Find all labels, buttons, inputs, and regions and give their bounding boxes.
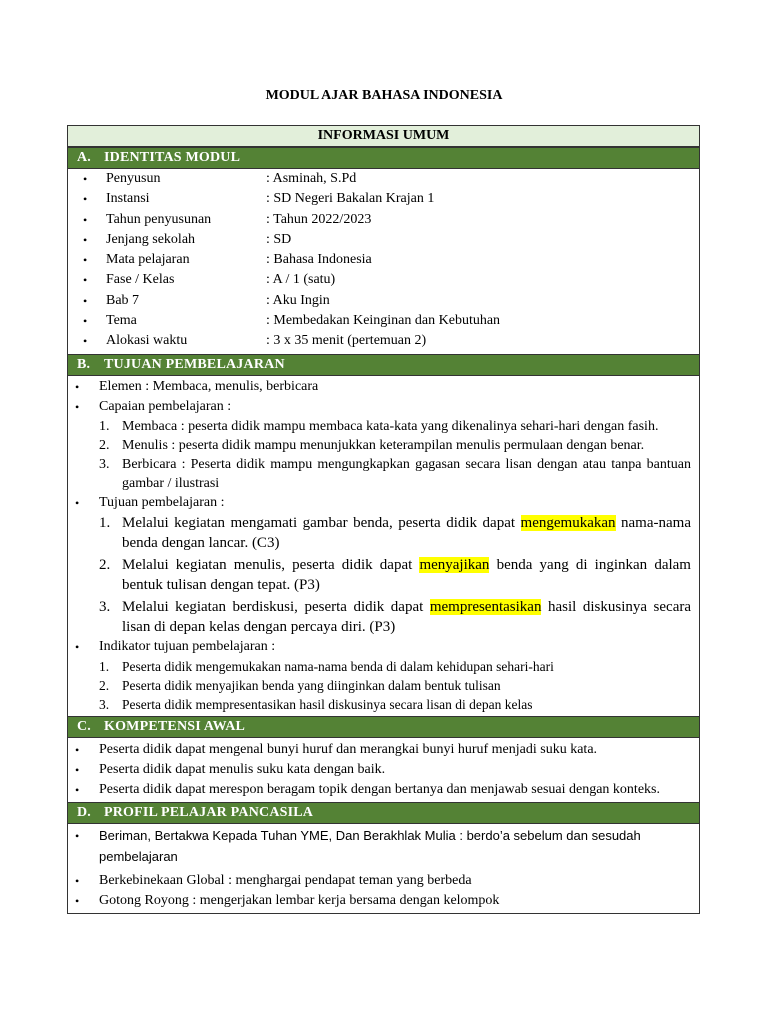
tujuan-text: Melalui kegiatan berdiskusi, peserta didik dapat <box>122 598 430 615</box>
list-number: 1. <box>99 418 110 434</box>
indikator-row <box>68 657 699 676</box>
profil-list <box>68 824 699 913</box>
capaian-text: Berbicara : Peserta didik mampu mengungkapkan gagasan secara lisan dengan atau tanpa bantuan gambar / ilustrasi <box>122 456 691 491</box>
bullet-icon: • <box>75 893 80 908</box>
capaian-row <box>68 417 699 436</box>
identitas-row <box>68 270 699 290</box>
identitas-value: : A / 1 (satu) <box>266 272 336 288</box>
bullet-icon: • <box>83 273 88 288</box>
capaian-row <box>68 436 699 455</box>
bullet-icon: • <box>75 782 80 797</box>
profil-item <box>68 891 699 911</box>
section-label: IDENTITAS MODUL <box>104 150 241 165</box>
capaian-row <box>68 455 699 493</box>
profil-item <box>68 826 699 868</box>
identitas-value: : Membedakan Keinginan dan Kebutuhan <box>266 313 501 329</box>
profil-text: Berkebinekaan Global : menghargai pendapat teman yang berbeda <box>99 872 472 888</box>
bullet-icon: • <box>75 742 80 757</box>
kompetensi-text: Peserta didik dapat merespon beragam topik dengan bertanya dan menjawab sesuai dengan konteks. <box>99 781 660 797</box>
identitas-row <box>68 189 699 209</box>
identitas-row <box>68 210 699 230</box>
identitas-value: : SD <box>266 231 292 247</box>
section-number: C. <box>77 718 92 734</box>
tujuan-text: hasil diskusinya secara lisan di depan kelas dengan percaya diri. (P3) <box>122 598 692 635</box>
identitas-row <box>68 230 699 250</box>
list-number: 2. <box>99 677 110 693</box>
highlighted-word: mempresentasikan <box>429 598 542 615</box>
profil-text: Gotong Royong : mengerjakan lembar kerja bersama dengan kelompok <box>99 892 500 908</box>
identitas-key: Alokasi waktu <box>106 333 188 349</box>
indikator-text: Peserta didik menyajikan benda yang diinginkan dalam bentuk tulisan <box>122 677 501 693</box>
identitas-row <box>68 169 699 189</box>
list-number: 3. <box>99 598 111 615</box>
highlighted-word: menyajikan <box>419 556 490 573</box>
capaian-text: Membaca : peserta didik mampu membaca kata-kata yang dikenalinya sehari-hari dengan fasih. <box>122 418 659 434</box>
identitas-key: Bab 7 <box>106 292 140 308</box>
identitas-key: Jenjang sekolah <box>106 231 196 247</box>
bullet-icon: • <box>75 379 80 394</box>
highlighted-word: mengemukakan <box>520 514 616 531</box>
elemen-text: Elemen : Membaca, menulis, berbicara <box>99 378 319 394</box>
identitas-key: Mata pelajaran <box>106 252 190 268</box>
identitas-row <box>68 250 699 270</box>
list-number: 2. <box>99 437 110 453</box>
identitas-key: Tema <box>106 313 137 329</box>
identitas-key: Instansi <box>106 191 150 207</box>
indikator-row <box>68 676 699 695</box>
bullet-icon: • <box>83 334 88 349</box>
identitas-row <box>68 311 699 331</box>
section-number: A. <box>77 150 92 165</box>
identitas-row <box>68 331 699 351</box>
bullet-icon: • <box>75 762 80 777</box>
tujuan-body <box>68 376 699 716</box>
indikator-item <box>68 637 699 657</box>
identitas-key: Tahun penyusunan <box>106 211 212 227</box>
identitas-value: : 3 x 35 menit (pertemuan 2) <box>266 333 427 349</box>
bullet-icon: • <box>83 293 88 308</box>
bullet-icon: • <box>75 639 80 654</box>
bullet-icon: • <box>75 399 80 414</box>
section-d-header <box>68 802 699 824</box>
section-label: PROFIL PELAJAR PANCASILA <box>104 804 314 820</box>
tujuan-text: Melalui kegiatan menulis, peserta didik dapat <box>122 556 420 573</box>
tujuan-row <box>68 597 699 637</box>
section-b-header <box>68 354 699 376</box>
indikator-text: Peserta didik mempresentasikan hasil diskusinya secara lisan di depan kelas <box>122 696 533 712</box>
kompetensi-text: Peserta didik dapat mengenal bunyi huruf dan merangkai bunyi huruf menjadi suku kata. <box>99 741 598 757</box>
section-a-header <box>68 147 699 169</box>
list-number: 1. <box>99 658 110 674</box>
list-number: 3. <box>99 456 110 472</box>
identitas-value: : Tahun 2022/2023 <box>266 211 372 227</box>
bullet-icon: • <box>75 495 80 510</box>
profil-heading: Beriman, Bertakwa Kepada Tuhan YME, Dan Berakhlak Mulia <box>99 827 456 843</box>
bullet-icon: • <box>75 873 80 888</box>
kompetensi-item <box>68 780 699 800</box>
section-number: B. <box>77 356 91 372</box>
tujuan-text: benda yang di inginkan dalam bentuk tulisan dengan tepat. (P3) <box>122 556 691 593</box>
identitas-list <box>68 169 699 354</box>
identitas-value: : Bahasa Indonesia <box>266 252 372 268</box>
bullet-icon: • <box>83 314 88 329</box>
tujuan-text: Melalui kegiatan mengamati gambar benda, peserta didik dapat <box>122 514 521 531</box>
identitas-row <box>68 291 699 311</box>
list-number: 2. <box>99 556 111 573</box>
kompetensi-text: Peserta didik dapat menulis suku kata dengan baik. <box>99 761 386 777</box>
elemen-item <box>68 377 699 397</box>
module-table <box>67 125 700 914</box>
section-label: TUJUAN PEMBELAJARAN <box>104 356 285 372</box>
list-number: 3. <box>99 696 110 712</box>
tujuan-row <box>68 513 699 553</box>
tujuan-text: nama-nama benda dengan lancar. (C3) <box>122 514 691 551</box>
indikator-label: Indikator tujuan pembelajaran : <box>99 638 276 654</box>
kompetensi-list <box>68 738 699 802</box>
identitas-value: : Aku Ingin <box>266 292 330 308</box>
tujuan-item <box>68 493 699 513</box>
bullet-icon: • <box>83 253 88 268</box>
list-number: 1. <box>99 514 111 531</box>
info-umum-header: INFORMASI UMUM <box>68 126 699 147</box>
identitas-key: Fase / Kelas <box>106 272 175 288</box>
section-c-header <box>68 716 699 738</box>
indikator-text: Peserta didik mengemukakan nama-nama benda di dalam kehidupan sehari-hari <box>122 658 554 674</box>
profil-item <box>68 871 699 891</box>
identitas-key: Penyusun <box>106 171 161 186</box>
profil-text: : berdo’a sebelum dan sesudah pembelajaran <box>99 827 641 864</box>
bullet-icon: • <box>83 212 88 227</box>
capaian-label: Capaian pembelajaran : <box>99 398 232 414</box>
indikator-row <box>68 695 699 714</box>
section-number: D. <box>77 804 92 820</box>
bullet-icon: • <box>83 232 88 247</box>
identitas-value: : SD Negeri Bakalan Krajan 1 <box>266 191 435 207</box>
bullet-icon: • <box>83 172 88 186</box>
kompetensi-item <box>68 760 699 780</box>
capaian-text: Menulis : peserta didik mampu menunjukkan keterampilan menulis permulaan dengan benar. <box>122 437 645 453</box>
bullet-icon: • <box>75 828 80 843</box>
tujuan-label: Tujuan pembelajaran : <box>99 494 225 510</box>
document-title: MODUL AJAR BAHASA INDONESIA <box>265 88 503 103</box>
capaian-item <box>68 397 699 417</box>
kompetensi-item <box>68 740 699 760</box>
tujuan-row <box>68 555 699 595</box>
bullet-icon: • <box>83 192 88 207</box>
section-label: KOMPETENSI AWAL <box>104 718 246 734</box>
identitas-value: : Asminah, S.Pd <box>266 171 357 186</box>
